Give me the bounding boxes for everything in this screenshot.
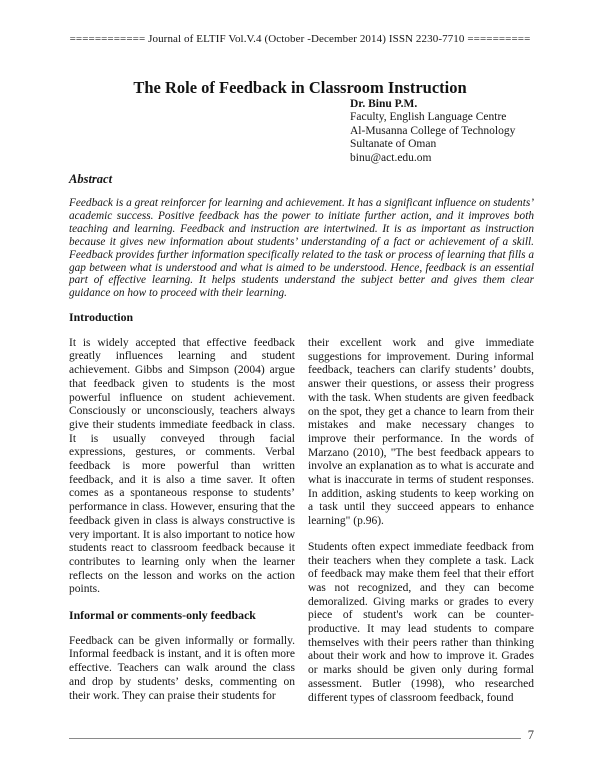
right-column bbox=[308, 311, 534, 717]
abstract-heading: Abstract bbox=[69, 172, 113, 186]
introduction-paragraph: It is widely accepted that effective feedback greatly influences learning and student achievement. Gibbs and Simpson (2004) argue that feedback given to students is the most powerful influence on student achievement. Consciously or unconsciously, teachers always give their students immediate feedback in class. It is usually conveyed through facial expressions, gestures, or comments. Verbal feedback is more powerful than written feedback, and it is also a time saver. It often comes as a spontaneous response to students’ performance in class. However, ensuring that the feedback given in class is always constructive is very important. It is also important to notice how students react to classroom feedback because it contributes to learning only when the learner reflects on the lesson and works on the action points. bbox=[69, 336, 295, 596]
body-columns bbox=[69, 311, 534, 717]
journal-header: ============ Journal of ELTIF Vol.V.4 (October -December 2014) ISSN 2230-7710 ========== bbox=[69, 33, 531, 45]
body-paragraph: their excellent work and give immediate suggestions for improvement. During informal feedback, teachers can clarify students’ doubts, answer their questions, or assess their progress with the task. When students are given feedback on the spot, they get a chance to learn from their mistakes and make necessary changes to improve their performance. In the words of Marzano (2010), "The best feedback appears to involve an explanation as to what is accurate and what is inaccurate in terms of student responses. In addition, asking students to keep working on a task until they succeed appears to enhance learning" (p.96). bbox=[308, 337, 534, 528]
paper-title: The Role of Feedback in Classroom Instruction bbox=[133, 78, 467, 98]
author-block bbox=[350, 98, 515, 165]
body-paragraph: Students often expect immediate feedback from their teachers when they complete a task. Lack of feedback may make them feel that their effort was not recognized, and they can become demoralized. Giving marks or grades to every piece of student's work can be counter-productive. It may lead students to compare themselves with their peers rather than thinking about their work and how to improve it. Grades or marks should be given only during formal assessment. Butler (1998), who researched different types of classroom feedback, found bbox=[308, 540, 534, 704]
author-name: Dr. Binu P.M. bbox=[350, 98, 418, 110]
footer-rule bbox=[69, 738, 521, 739]
informal-feedback-paragraph: Feedback can be given informally or formally. Informal feedback is instant, and it is often more effective. Teachers can walk around the class and drop by students’ desks, commenting on their work. They can praise their students for bbox=[69, 634, 295, 702]
left-column bbox=[69, 311, 295, 717]
author-email: binu@act.edu.om bbox=[350, 151, 432, 164]
abstract-text: Feedback is a great reinforcer for learning and achievement. It has a significant influence on students’ academic success. Positive feedback has the power to initiate further action, and it improves both teaching and learning. Feedback and instruction are intertwined. It is as important as instruction because it gives new information about students’ understanding of a fact or achievement of a skill. Feedback provides further information specifically related to the task or process of learning that fills a gap between what is understood and what is aimed to be understood. Hence, feedback is an essential part of effective learning. It helps students understand the subject better and gives them clear guidance on how to proceed with their learning. bbox=[69, 197, 534, 300]
author-affiliation-line: Sultanate of Oman bbox=[350, 138, 437, 151]
section-heading-informal-feedback: Informal or comments-only feedback bbox=[69, 608, 256, 623]
page-footer bbox=[69, 728, 534, 743]
section-heading-introduction: Introduction bbox=[69, 310, 134, 324]
author-affiliation-line: Faculty, English Language Centre bbox=[350, 111, 507, 124]
page-number: 7 bbox=[527, 728, 534, 742]
author-affiliation-line: Al-Musanna College of Technology bbox=[350, 124, 516, 137]
